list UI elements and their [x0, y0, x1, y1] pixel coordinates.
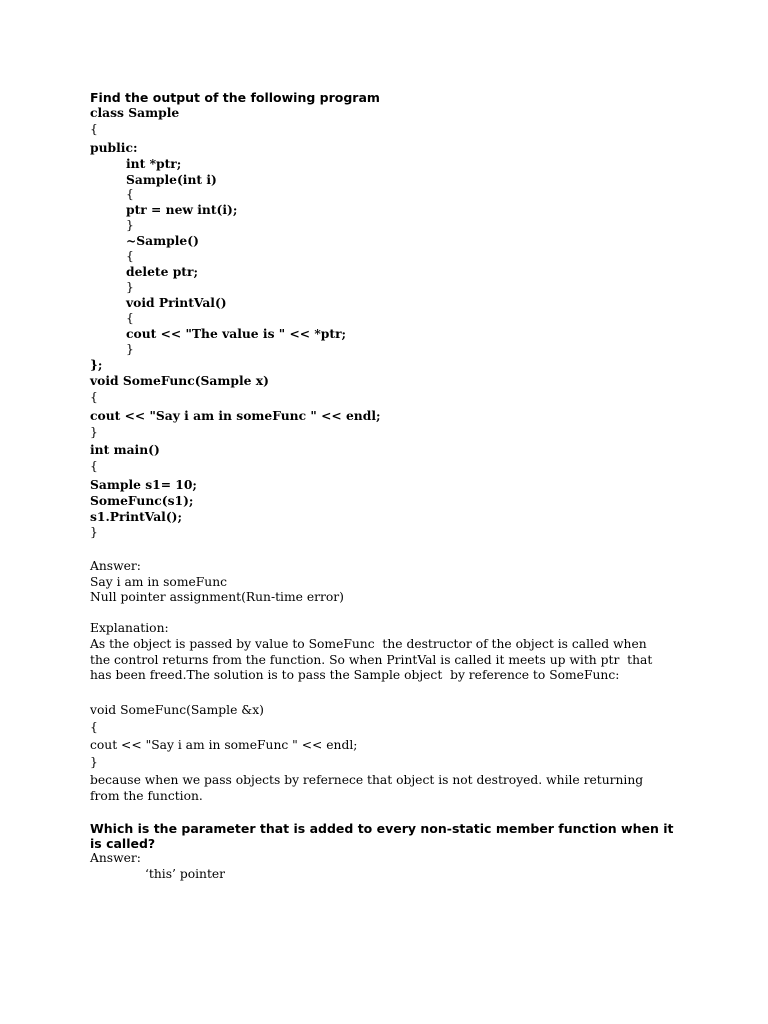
code-line: { — [90, 122, 98, 136]
answer-line: Say i am in someFunc — [90, 575, 228, 589]
code-line: cout << "Say i am in someFunc " << endl; — [90, 738, 358, 752]
answer-label: Answer: — [90, 851, 141, 865]
code-line: { — [90, 390, 98, 404]
code-line: Sample s1= 10; — [90, 477, 197, 492]
code-line: int main() — [90, 442, 160, 457]
question-1-title: Find the output of the following program — [90, 90, 380, 105]
question-2-title: Which is the parameter that is added to every non-static member function when it — [90, 821, 674, 836]
answer-label: Answer: — [90, 559, 141, 573]
code-line: s1.PrintVal(); — [90, 509, 183, 524]
code-line: int *ptr; — [126, 156, 182, 171]
explanation-label: Explanation: — [90, 621, 169, 635]
closing-line: from the function. — [90, 789, 203, 803]
code-line: } — [90, 525, 98, 539]
code-line: void SomeFunc(Sample &x) — [90, 703, 264, 717]
code-line: class Sample — [90, 105, 180, 120]
code-line: void SomeFunc(Sample x) — [90, 373, 269, 388]
code-line: }; — [90, 357, 103, 372]
code-line: { — [90, 459, 98, 473]
question-2-title: is called? — [90, 836, 156, 851]
explanation-line: has been freed.The solution is to pass the Sample object by reference to SomeFunc: — [90, 668, 620, 682]
code-line: { — [90, 720, 98, 734]
code-line: ~Sample() — [126, 233, 199, 248]
code-line: } — [90, 755, 98, 769]
code-line: delete ptr; — [126, 264, 198, 279]
explanation-line: As the object is passed by value to SomeFunc the destructor of the object is called when — [90, 637, 647, 651]
code-line: { — [126, 187, 134, 201]
code-line: Sample(int i) — [126, 172, 217, 187]
code-line: cout << "The value is " << *ptr; — [126, 326, 347, 341]
code-line: public: — [90, 140, 138, 155]
code-line: void PrintVal() — [126, 295, 227, 310]
code-line: { — [126, 311, 134, 325]
code-line: } — [90, 425, 98, 439]
closing-line: because when we pass objects by refernece that object is not destroyed. while returning — [90, 773, 644, 787]
code-line: { — [126, 249, 134, 263]
answer-line: ‘this’ pointer — [145, 867, 226, 881]
code-line: } — [126, 280, 134, 294]
code-line: } — [126, 218, 134, 232]
answer-line: Null pointer assignment(Run-time error) — [90, 590, 344, 604]
code-line: SomeFunc(s1); — [90, 493, 194, 508]
code-line: cout << "Say i am in someFunc " << endl; — [90, 408, 381, 423]
code-line: ptr = new int(i); — [126, 202, 238, 217]
code-line: } — [126, 342, 134, 356]
explanation-line: the control returns from the function. So when PrintVal is called it meets up with ptr that — [90, 653, 653, 667]
